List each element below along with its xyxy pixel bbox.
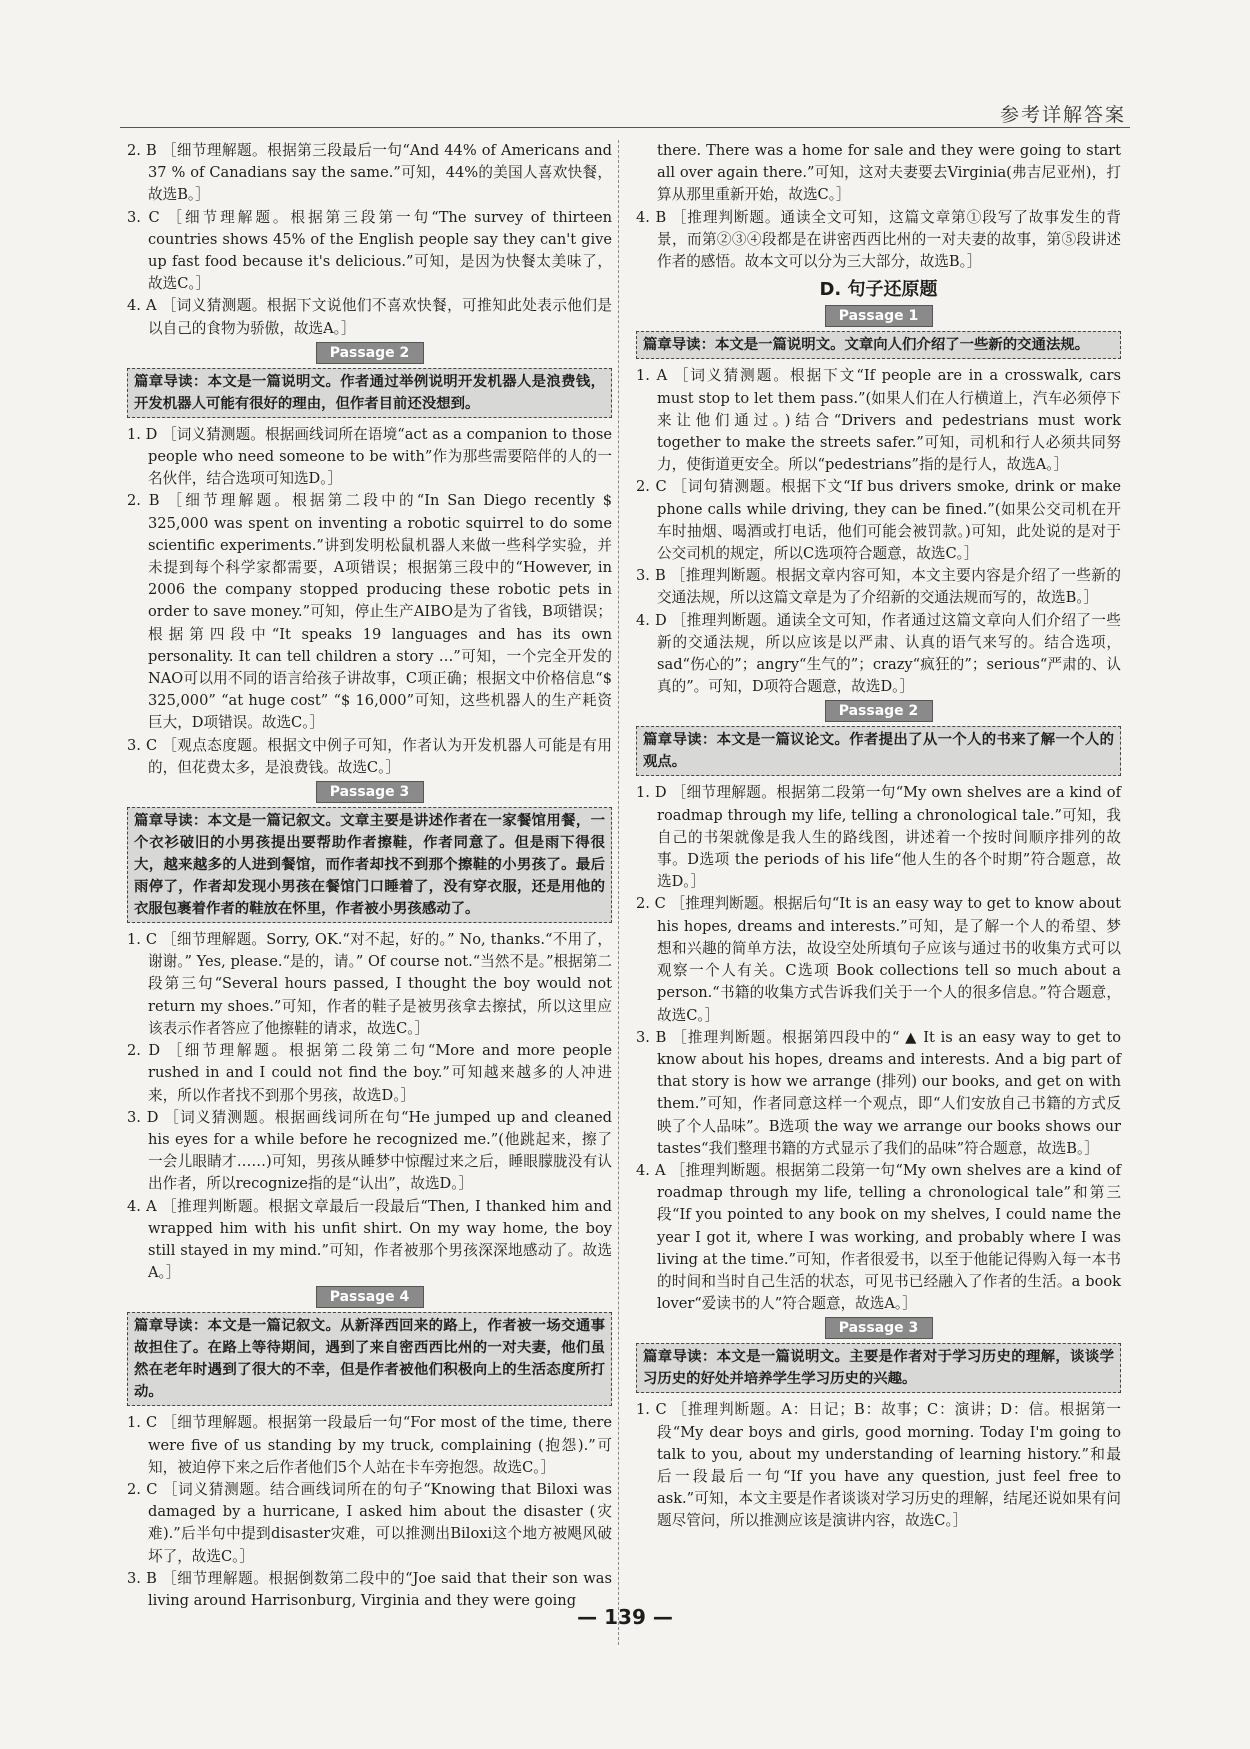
answer-item: 1. D ［细节理解题。根据第二段第一句“My own shelves are a kind of roadmap through my life, telling a chronological tale.”可知，我自己的书架就像是我人生的路线图，讲述着一个按时间顺序排列的故事。D选项 the periods of his life“他人生的各个时期”符合题意，故选D。］ [636, 784, 1121, 891]
page-number: — 139 — [577, 1605, 673, 1629]
passage-guide: 篇章导读：本文是一篇记叙文。从新泽西回来的路上，作者被一场交通事故担住了。在路上等待期间，遇到了来自密西西比州的一对夫妻，他们虽然在老年时遇到了很大的不幸，但是作者被他们积极向上的生活态度所打动。 [127, 1312, 612, 1406]
answer-item: 2. C ［词句猜测题。根据下文“If bus drivers smoke, drink or make phone calls while driving, they can be fined.”(如果公交司机在开车时抽烟、喝酒或打电话，他们可能会被罚款。)可知，此处说的是对于公交司机的规定，所以C选项符合题意，故选C。］ [636, 478, 1121, 563]
answer-item: 1. D ［词义猜测题。根据画线词所在语境“act as a companion to those people who need someone to be with”作为那些需要陪伴的人的一名伙伴，结合选项可知选D。］ [127, 425, 612, 488]
answer-item: 2. C ［词义猜测题。结合画线词所在的句子“Knowing that Biloxi was damaged by a hurricane, I asked him about the disaster (灾难).”后半句中提到disaster灾难，可以推测出Biloxi这个地方被飓风破坏了，故选C。］ [127, 1480, 612, 1565]
passage-guide: 篇章导读：本文是一篇说明文。作者通过举例说明开发机器人是浪费钱，开发机器人可能有很好的理由，但作者目前还没想到。 [127, 368, 612, 418]
passage-guide: 篇章导读：本文是一篇说明文。文章向人们介绍了一些新的交通法规。 [636, 331, 1121, 359]
header-rule [120, 127, 1130, 128]
answer-item: 4. A ［推理判断题。根据第二段第一句“My own shelves are a kind of roadmap through my life, telling a chronological tale”和第三段“If you pointed to any book on my shelves, I could name the year I got it, where I was working, and probably where I was living at the time.”可知，作者很爱书，以至于他能记得购入每一本书的时间和当时自己生活的状态，可见书已经融入了作者的生活。a book lover“爱读书的人”符合题意，故选A。］ [636, 1161, 1121, 1313]
passage-guide: 篇章导读：本文是一篇议论文。作者提出了从一个人的书来了解一个人的观点。 [636, 726, 1121, 776]
answer-item: 3. B ［推理判断题。根据文章内容可知，本文主要内容是介绍了一些新的交通法规，所以这篇文章是为了介绍新的交通法规而写的，故选B。］ [636, 567, 1121, 607]
passage-label: Passage 4 [316, 1286, 424, 1308]
page-header: 参考详解答案 [999, 104, 1126, 126]
section-title: D. 句子还原题 [819, 279, 938, 301]
answer-item: 4. A ［词义猜测题。根据下文说他们不喜欢快餐，可推知此处表示他们是以自己的食物为骄傲，故选A。］ [127, 297, 612, 337]
answer-item: 3. C ［细节理解题。根据第三段第一句“The survey of thirteen countries shows 45% of the English people say they can't give up fast food because it's delicious.”可知，是因为快餐太美味了，故选C。］ [127, 208, 612, 293]
passage-guide: 篇章导读：本文是一篇记叙文。文章主要是讲述作者在一家餐馆用餐，一个衣衫破旧的小男孩提出要帮助作者擦鞋，作者同意了。但是雨下得很大，越来越多的人进到餐馆，而作者却找不到那个擦鞋的小男孩了。最后雨停了，作者却发现小男孩在餐馆门口睡着了，没有穿衣服，还是用他的衣服包裹着作者的鞋放在怀里，作者被小男孩感动了。 [127, 807, 612, 923]
answer-item: 1. A ［词义猜测题。根据下文“If people are in a crosswalk, cars must stop to let them pass.”(如果人们在人行横道上，汽车必须停下来让他们通过。)结合“Drivers and pedestrians must work together to make the streets safer.”可知，司机和行人必须共同努力，使街道更安全。所以“pedestrians”指的是行人，故选A。］ [636, 367, 1121, 474]
passage-label: Passage 3 [825, 1317, 933, 1339]
passage-label: Passage 1 [825, 305, 933, 327]
answer-item: 4. B ［推理判断题。通读全文可知，这篇文章第①段写了故事发生的背景，而第②③④段都是在讲密西西比州的一对夫妻的故事，第⑤段讲述作者的感悟。故本文可以分为三大部分，故选B。］ [636, 208, 1121, 271]
answer-item: 3. C ［观点态度题。根据文中例子可知，作者认为开发机器人可能是有用的，但花费太多，是浪费钱。故选C。］ [127, 736, 612, 776]
answer-item: 3. B ［细节理解题。根据倒数第二段中的“Joe said that their son was living around Harrisonburg, Virginia and they were going [127, 1569, 612, 1609]
passage-label: Passage 2 [825, 700, 933, 722]
answer-item: 2. C ［推理判断题。根据后句“It is an easy way to get to know about his hopes, dreams and interests.”可知，是了解一个人的希望、梦想和兴趣的简单方法，故设空处所填句子应该与通过书的收集方式可以观察一个人有关。C选项 Book collections tell so much about a person.“书籍的收集方式告诉我们关于一个人的很多信息。”符合题意，故选C。］ [636, 895, 1121, 1024]
passage-label: Passage 3 [316, 781, 424, 803]
answer-item: 2. B ［细节理解题。根据第二段中的“In San Diego recently $ 325,000 was spent on inventing a robotic squirrel to do some scientific experiments.”讲到发明松鼠机器人来做一些科学实验，并未提到每个科学家都需要，A项错误；根据第三段中的“However, in 2006 the company stopped producing these robotic pets in order to save money.”可知，停止生产AIBO是为了省钱，B项错误；根据第四段中“It speaks 19 languages and has its own personality. It can tell children a story …”可知，一个完全开发的NAO可以用不同的语言给孩子讲故事，C项正确；根据文中价格信息“$ 325,000” “at huge cost” “$ 16,000”可知，这些机器人的生产耗资巨大，D项错误。故选C。］ [127, 492, 612, 732]
answer-item: 2. D ［细节理解题。根据第二段第二句“More and more people rushed in and I could not find the boy.”可知越来越多的人冲进来，所以作者找不到那个男孩，故选D。］ [127, 1042, 612, 1104]
answer-item: 1. C ［推理判断题。A：日记；B：故事；C：演讲；D：信。根据第一段“My dear boys and girls, good morning. Today I'm going to talk to you, about my understanding of learning history.”和最后一段最后一句“If you have any question, just feel free to ask.”可知，本文主要是作者谈谈对学习历史的理解，结尾还说如果有问题尽管问，所以推测应该是演讲内容，故选C。］ [636, 1401, 1121, 1530]
answer-item: 2. B ［细节理解题。根据第三段最后一句“And 44% of Americans and 37 % of Canadians say the same.”可知，44%的美国人喜欢快餐，故选B。］ [127, 142, 612, 204]
answer-continuation: there. There was a home for sale and they were going to start all over again there.”可知，这对夫妻要去Virginia(弗吉尼亚州)，打算从那里重新开始，故选C。］ [657, 142, 1121, 204]
left-column [127, 140, 612, 1612]
column-divider [618, 140, 619, 1645]
answer-item: 3. B ［推理判断题。根据第四段中的“ ▲ It is an easy way to get to know about his hopes, dreams and interests. And a big part of that story is how we arrange (排列) our books, and get on with them.”可知，作者同意这样一个观点，即“人们安放自己书籍的方式反映了个人品味”。B选项 the way we arrange our books shows our tastes“我们整理书籍的方式显示了我们的品味”符合题意，故选B。］ [636, 1028, 1121, 1157]
passage-guide: 篇章导读：本文是一篇说明文。主要是作者对于学习历史的理解，谈谈学习历史的好处并培养学生学习历史的兴趣。 [636, 1343, 1121, 1393]
answer-item: 3. D ［词义猜测题。根据画线词所在句“He jumped up and cleaned his eyes for a while before he recognized me.”(他跳起来，擦了一会儿眼睛才……)可知，男孩从睡梦中惊醒过来之后，睡眼朦胧没有认出作者，所以recognize指的是“认出”，故选D。］ [127, 1108, 612, 1193]
passage-label: Passage 2 [316, 342, 424, 364]
answer-item: 1. C ［细节理解题。Sorry, OK.“对不起，好的。” No, thanks.“不用了，谢谢。” Yes, please.“是的，请。” Of course not.“当然不是。”根据第二段第三句“Several hours passed, I thought the boy would not return my shoes.”可知，作者的鞋子是被男孩拿去擦拭，所以这里应该表示作者答应了他擦鞋的请求，故选C。］ [127, 931, 612, 1037]
answer-item: 1. C ［细节理解题。根据第一段最后一句“For most of the time, there were five of us standing by my truck, complaining (抱怨).”可知，被迫停下来之后作者他们5个人站在卡车旁抱怨。故选C。］ [127, 1414, 612, 1476]
answer-item: 4. D ［推理判断题。通读全文可知，作者通过这篇文章向人们介绍了一些新的交通法规，所以应该是以严肃、认真的语气来写的。结合选项，sad“伤心的”；angry“生气的”；crazy“疯狂的”；serious“严肃的、认真的”。可知，D项符合题意，故选D。］ [636, 611, 1121, 696]
right-column [636, 140, 1121, 1533]
answer-item: 4. A ［推理判断题。根据文章最后一段最后“Then, I thanked him and wrapped him with his unfit shirt. On my way home, the boy still stayed in my mind.”可知，作者被那个男孩深深地感动了。故选A。］ [127, 1197, 612, 1282]
